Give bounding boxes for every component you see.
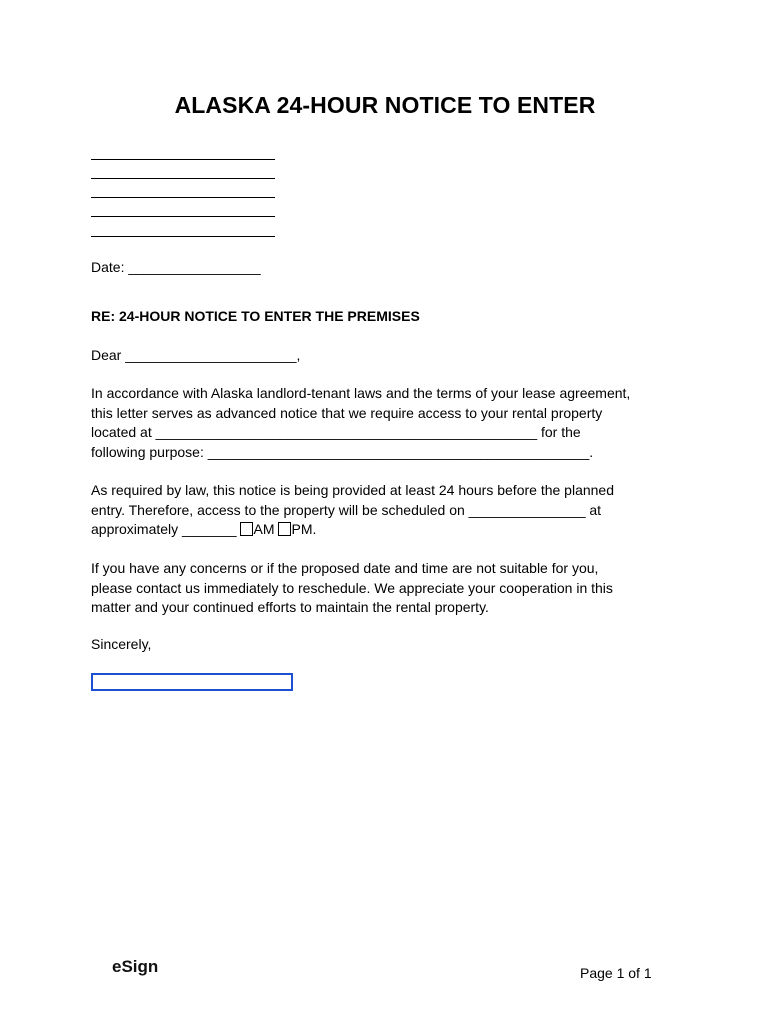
entry-time-line bbox=[91, 520, 691, 540]
re-line: RE: 24-HOUR NOTICE TO ENTER THE PREMISES bbox=[91, 308, 420, 324]
address-line-3[interactable] bbox=[91, 197, 275, 198]
pm-label: PM. bbox=[291, 521, 317, 537]
paragraph-concerns bbox=[91, 559, 691, 618]
property-address-line[interactable]: located at _________________________________________________ for the bbox=[91, 424, 581, 440]
date-line[interactable]: Date: _________________ bbox=[91, 259, 261, 275]
entry-date-line[interactable]: entry. Therefore, access to the property will be scheduled on _______________ at bbox=[91, 501, 602, 518]
page-number: Page 1 of 1 bbox=[580, 965, 652, 981]
entry-time-field[interactable]: approximately _______ bbox=[91, 521, 237, 537]
address-line-5[interactable] bbox=[91, 236, 275, 237]
address-line-1[interactable] bbox=[91, 159, 275, 160]
am-label: AM bbox=[253, 521, 275, 537]
address-line-2[interactable] bbox=[91, 178, 275, 179]
paragraph-line: In accordance with Alaska landlord-tenant laws and the terms of your lease agreement, bbox=[91, 385, 631, 401]
address-line-4[interactable] bbox=[91, 216, 275, 217]
paragraph-line: please contact us immediately to reschedule. We appreciate your cooperation in this bbox=[91, 579, 613, 596]
paragraph-line: matter and your continued efforts to maintain the rental property. bbox=[91, 599, 489, 615]
paragraph-schedule bbox=[91, 481, 691, 540]
signature-field[interactable] bbox=[91, 673, 293, 691]
paragraph-line: this letter serves as advanced notice that we require access to your rental property bbox=[91, 404, 603, 421]
salutation[interactable]: Dear ______________________, bbox=[91, 347, 301, 363]
esign-logo: eSign bbox=[112, 957, 159, 976]
purpose-line[interactable]: following purpose: _________________________________________________. bbox=[91, 443, 594, 460]
am-checkbox[interactable] bbox=[240, 522, 253, 536]
paragraph-line: If you have any concerns or if the proposed date and time are not suitable for you, bbox=[91, 560, 599, 576]
paragraph-line: As required by law, this notice is being provided at least 24 hours before the planned bbox=[91, 482, 614, 498]
pm-checkbox[interactable] bbox=[278, 522, 291, 536]
paragraph-access-request bbox=[91, 384, 691, 462]
page-title: ALASKA 24-HOUR NOTICE TO ENTER bbox=[174, 92, 596, 118]
closing: Sincerely, bbox=[91, 636, 152, 652]
